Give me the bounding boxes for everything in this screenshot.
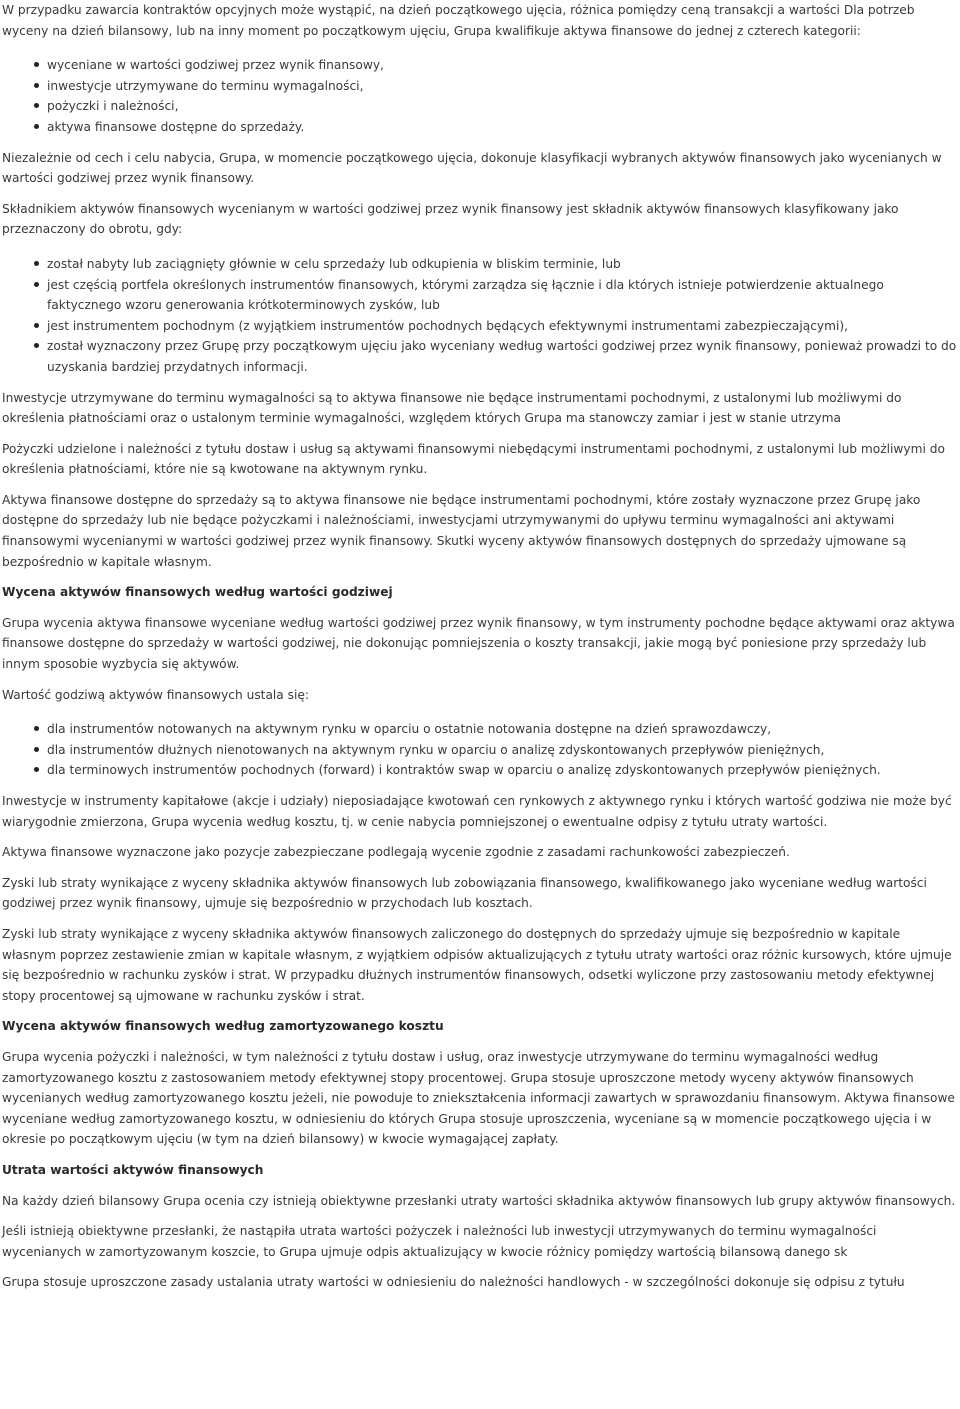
section-heading: Wycena aktywów finansowych według zamortyzowanego kosztu [2, 1019, 444, 1034]
list-item: dla terminowych instrumentów pochodnych (forward) i kontraktów swap w oparciu o analizę zdyskontowanych przepływów pieniężnych. [47, 760, 958, 781]
paragraph: Zyski lub straty wynikające z wyceny składnika aktywów finansowych zaliczonego do dostępnych do sprzedaży ujmuje się bezpośrednio w kapitale własnym poprzez zestawienie zmian w kapitale własnym, z wyjątkiem odpisów aktualizujących z tytułu utraty wartości oraz różnic kursowych, które ujmuje się bezpośrednio w rachunku zysków i strat. W przypadku dłużnych instrumentów finansowych, odsetki wyliczone przy zastosowaniu metody efektywnej stopy procentowej są ujmowane w rachunku zysków i strat. [2, 926, 952, 1003]
paragraph: Aktywa finansowe dostępne do sprzedaży są to aktywa finansowe nie będące instrumentami pochodnymi, które zostały wyznaczone przez Grupę jako dostępne do sprzedaży lub nie będące pożyczkami i należnościami, inwestycjami utrzymywanymi do upływu terminu wymagalności ani aktywami finansowymi wycenianymi w wartości godziwej przez wynik finansowy. Skutki wyceny aktywów finansowych dostępnych do sprzedaży ujmowane są bezpośrednio w kapitale własnym. [2, 492, 921, 569]
list-item: dla instrumentów dłużnych nienotowanych na aktywnym rynku w oparciu o analizę zdyskontowanych przepływów pieniężnych, [47, 740, 958, 761]
list-item: został nabyty lub zaciągnięty głównie w celu sprzedaży lub odkupienia w bliskim terminie, lub [47, 254, 958, 275]
paragraph: Inwestycje utrzymywane do terminu wymagalności są to aktywa finansowe nie będące instrumentami pochodnymi, z ustalonymi lub możliwymi do określenia płatnościami oraz o ustalonym terminie wymagalności, względem których Grupa ma stanowczy zamiar i jest w stanie utrzyma [2, 390, 902, 426]
trading-criteria-list [2, 254, 958, 378]
list-item: jest instrumentem pochodnym (z wyjątkiem instrumentów pochodnych będących efektywnymi instrumentami zabezpieczającymi), [47, 316, 958, 337]
section-heading: Utrata wartości aktywów finansowych [2, 1162, 264, 1177]
paragraph: Grupa wycenia pożyczki i należności, w tym należności z tytułu dostaw i usług, oraz inwestycje utrzymywane do terminu wymagalności według zamortyzowanego kosztu z zastosowaniem metody efektywnej stopy procentowej. Grupa stosuje uproszczone metody wyceny aktywów finansowych wycenianych według zamortyzowanego kosztu jeżeli, nie powoduje to zniekształcenia informacji zawartych w sprawozdaniu finansowym. Aktywa finansowe wyceniane według zamortyzowanego kosztu, w odniesieniu do których Grupa stosuje uproszczenia, wyceniane są w momencie początkowego ujęcia i w okresie po początkowym ujęciu (w tym na dzień bilansowy) w kwocie wymagającej zapłaty. [2, 1049, 955, 1147]
list-item: jest częścią portfela określonych instrumentów finansowych, którymi zarządza się łącznie i dla których istnieje potwierdzenie aktualnego faktycznego wzoru generowania krótkoterminowych zysków, lub [47, 275, 958, 316]
fair-value-methods-list [2, 719, 958, 781]
paragraph: Zyski lub straty wynikające z wyceny składnika aktywów finansowych lub zobowiązania finansowego, kwalifikowanego jako wyceniane według wartości godziwej przez wynik finansowy, ujmuje się bezpośrednio w przychodach lub kosztach. [2, 875, 927, 911]
paragraph: Wartość godziwą aktywów finansowych ustala się: [2, 687, 309, 702]
paragraph: Grupa stosuje uproszczone zasady ustalania utraty wartości w odniesieniu do należności handlowych - w szczególności dokonuje się odpisu z tytułu [2, 1275, 905, 1290]
list-item: został wyznaczony przez Grupę przy początkowym ujęciu jako wyceniany według wartości godziwej przez wynik finansowy, ponieważ prowadzi to do uzyskania bardziej przydatnych informacji. [47, 336, 958, 377]
paragraph: Jeśli istnieją obiektywne przesłanki, że nastąpiła utrata wartości pożyczek i należności lub inwestycji utrzymywanych do terminu wymagalności wycenianych w zamortyzowanym koszcie, to Grupa ujmuje odpis aktualizujący w kwocie różnicy pomiędzy wartością bilansową danego sk [2, 1224, 877, 1259]
list-item: aktywa finansowe dostępne do sprzedaży. [47, 117, 958, 138]
list-item: inwestycje utrzymywane do terminu wymagalności, [47, 76, 958, 97]
paragraph: Niezależnie od cech i celu nabycia, Grupa, w momencie początkowego ujęcia, dokonuje klasyfikacji wybranych aktywów finansowych jako wycenianych w wartości godziwej przez wynik finansowy. [2, 150, 942, 186]
paragraph: Pożyczki udzielone i należności z tytułu dostaw i usług są aktywami finansowymi niebędącymi instrumentami pochodnymi, z ustalonymi lub możliwymi do określenia płatnościami, które nie są kwotowane na aktywnym rynku. [2, 441, 945, 477]
list-item: pożyczki i należności, [47, 96, 958, 117]
paragraph: Inwestycje w instrumenty kapitałowe (akcje i udziały) nieposiadające kwotowań cen rynkowych z aktywnego rynku i których wartość godziwa nie może być wiarygodnie zmierzona, Grupa wycenia według kosztu, tj. w cenie nabycia pomniejszonej o ewentualne odpisy z tytułu utraty wartości. [2, 794, 952, 829]
paragraph: Grupa wycenia aktywa finansowe wyceniane według wartości godziwej przez wynik finansowy, w tym instrumenty pochodne będące aktywami oraz aktywa finansowe dostępne do sprzedaży w wartości godziwej, nie dokonując pomniejszenia o koszty transakcji, jakie mogą być poniesione przy sprzedaży lub innym sposobie wyzbycia się aktywów. [2, 615, 955, 672]
paragraph: Na każdy dzień bilansowy Grupa ocenia czy istnieją obiektywne przesłanki utraty wartości składnika aktywów finansowych lub grupy aktywów finansowych. [2, 1193, 956, 1208]
classification-list [2, 55, 958, 137]
section-heading: Wycena aktywów finansowych według wartości godziwej [2, 585, 393, 600]
paragraph: Aktywa finansowe wyznaczone jako pozycje zabezpieczane podlegają wycenie zgodnie z zasadami rachunkowości zabezpieczeń. [2, 845, 790, 860]
paragraph: W przypadku zawarcia kontraktów opcyjnych może wystąpić, na dzień początkowego ujęcia, różnica pomiędzy ceną transakcji a wartości Dla potrzeb wyceny na dzień bilansowy, lub na inny moment po początkowym ujęciu, Grupa kwalifikuje aktywa finansowe do jednej z czterech kategorii: [2, 3, 915, 38]
paragraph: Składnikiem aktywów finansowych wycenianym w wartości godziwej przez wynik finansowy jest składnik aktywów finansowych klasyfikowany jako przeznaczony do obrotu, gdy: [2, 201, 899, 237]
list-item: wyceniane w wartości godziwej przez wynik finansowy, [47, 55, 958, 76]
list-item: dla instrumentów notowanych na aktywnym rynku w oparciu o ostatnie notowania dostępne na dzień sprawozdawczy, [47, 719, 958, 740]
